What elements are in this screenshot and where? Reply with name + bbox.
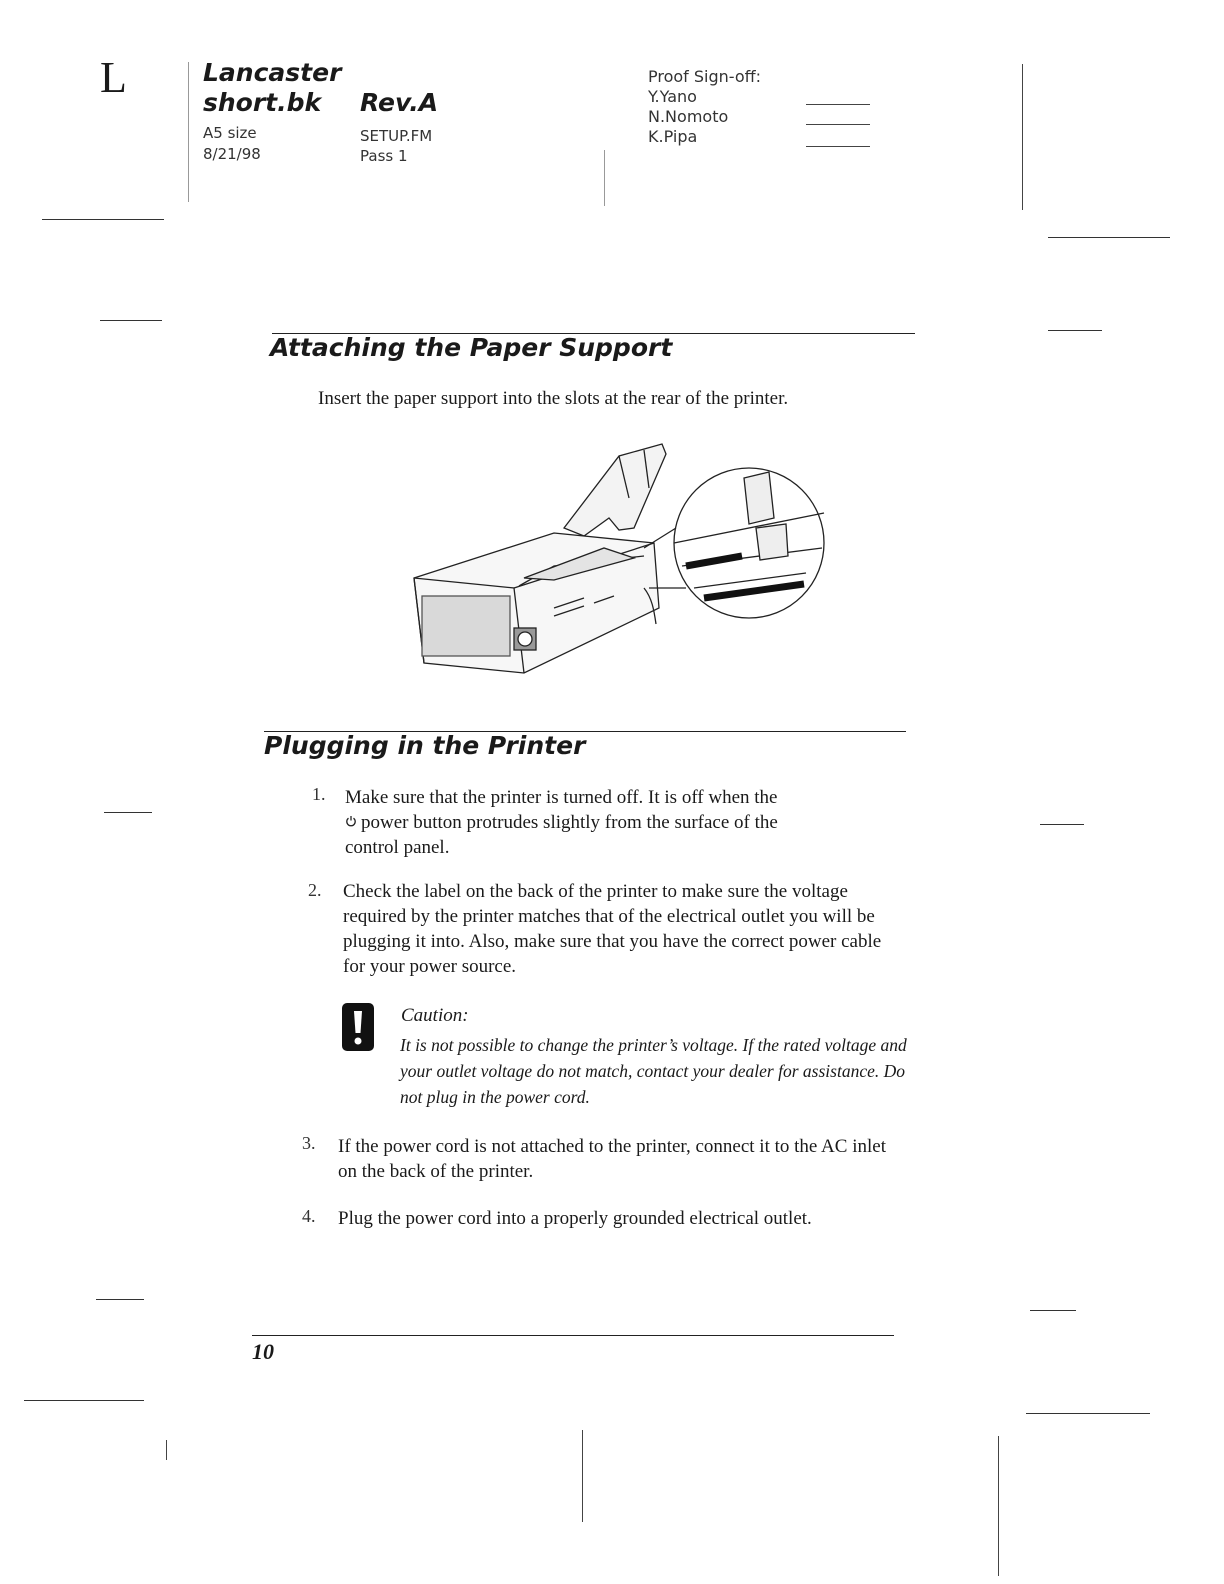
margin-mark <box>100 320 162 321</box>
header-divider-mid <box>604 150 605 206</box>
paper-support-instruction: Insert the paper support into the slots at the rear of the printer. <box>318 388 789 409</box>
crop-mark <box>42 219 164 220</box>
caution-icon <box>342 1003 374 1051</box>
crop-mark <box>166 1440 167 1460</box>
page-number: 10 <box>252 1339 274 1364</box>
crop-mark <box>998 1436 999 1576</box>
margin-mark <box>1040 824 1084 825</box>
book-title-line1: Lancaster <box>203 58 342 87</box>
margin-mark <box>96 1299 144 1300</box>
crop-mark <box>24 1400 144 1401</box>
signer-2: N.Nomoto <box>648 107 729 126</box>
signature-line-2 <box>806 124 870 125</box>
crop-mark-top-right <box>1022 64 1023 210</box>
pass-number: Pass 1 <box>360 147 408 165</box>
step-2-text: Check the label on the back of the printer to make sure the voltage required by the printer matches that of the electrical outlet you will be plugging it into. Also, make sure that you have the correct power cable for your power source. <box>343 881 882 977</box>
signer-1: Y.Yano <box>648 87 697 106</box>
step-1-line-1: Make sure that the printer is turned off. It is off when the <box>345 787 778 808</box>
book-title-line2: short.bk <box>203 88 322 117</box>
power-icon <box>345 815 357 827</box>
step-number: 2. <box>308 880 322 900</box>
step-1-line-2-text: power button protrudes slightly from the surface of the <box>361 812 778 833</box>
crop-mark <box>1026 1413 1150 1414</box>
source-file: SETUP.FM <box>360 127 433 145</box>
step-4-text: Plug the power cord into a properly grounded electrical outlet. <box>338 1208 812 1229</box>
step-1-text <box>345 785 905 860</box>
printer-paper-support-illustration <box>404 438 830 678</box>
margin-mark <box>1030 1310 1076 1311</box>
step-1-line-3: control panel. <box>345 837 450 858</box>
doc-date: 8/21/98 <box>203 145 261 163</box>
section-heading-plugging-in: Plugging in the Printer <box>264 731 586 760</box>
margin-mark <box>104 812 152 813</box>
crop-mark <box>582 1430 583 1522</box>
section-heading-paper-support: Attaching the Paper Support <box>270 333 673 362</box>
step-1-line-2 <box>345 810 905 835</box>
signer-3: K.Pipa <box>648 127 698 146</box>
step-number: 1. <box>312 784 326 804</box>
footer-rule <box>252 1335 894 1336</box>
caution-text: It is not possible to change the printer’s voltage. If the rated voltage and your outlet voltage do not match, contact your dealer for assistance. Do not plug in the power cord. <box>400 1035 907 1107</box>
caution-title: Caution: <box>401 1005 469 1026</box>
signature-line-3 <box>806 146 870 147</box>
step-3-text: If the power cord is not attached to the printer, connect it to the AC inlet on the back of the printer. <box>338 1136 886 1182</box>
margin-mark <box>1048 330 1102 331</box>
revision-label: Rev.A <box>360 88 439 117</box>
header-divider-left <box>188 62 189 202</box>
page-size: A5 size <box>203 124 257 142</box>
step-number: 3. <box>302 1133 316 1153</box>
proof-signoff-label: Proof Sign-off: <box>648 67 762 86</box>
signature-line-1 <box>806 104 870 105</box>
corner-letter: L <box>100 53 127 102</box>
step-number: 4. <box>302 1206 316 1226</box>
crop-mark <box>1048 237 1170 238</box>
